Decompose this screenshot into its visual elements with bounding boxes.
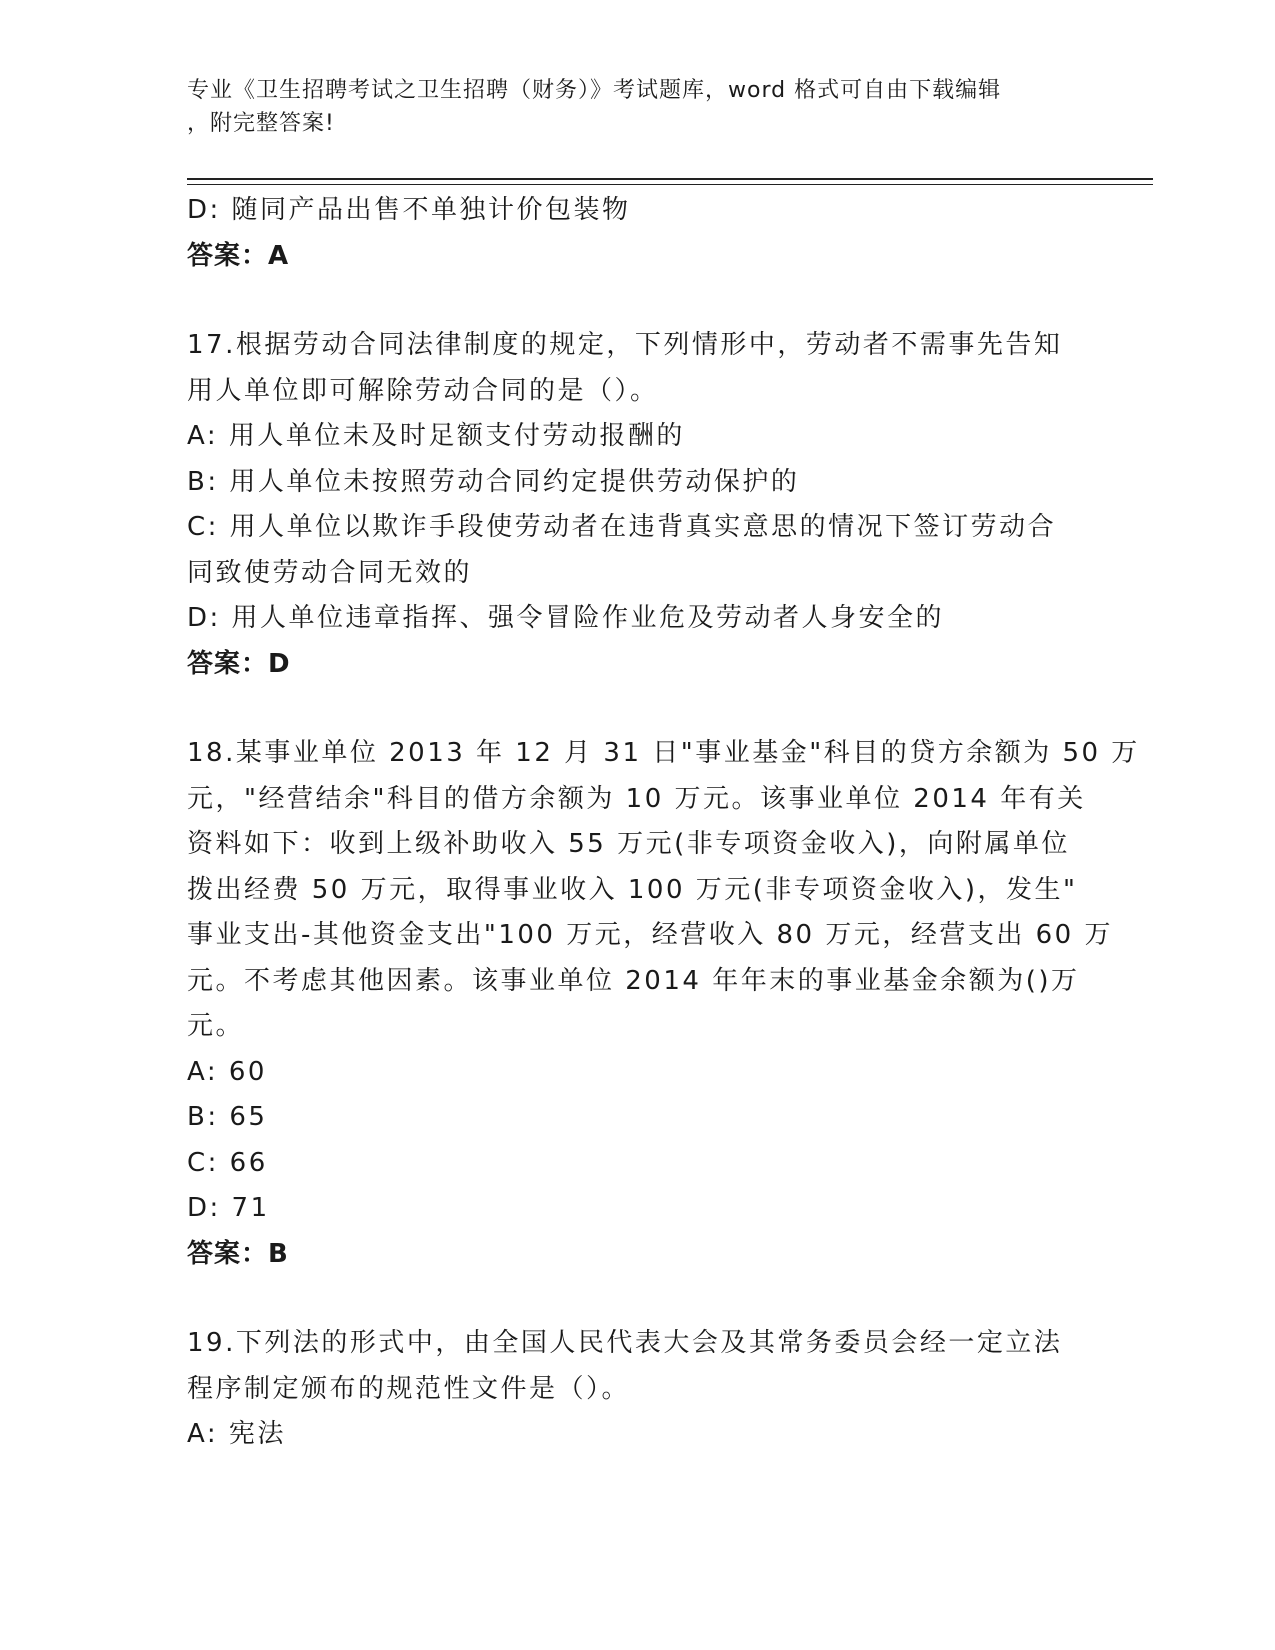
question-stem-line: 18.某事业单位 2013 年 12 月 31 日"事业基金"科目的贷方余额为 50 万 xyxy=(187,738,1140,768)
header-divider-thin xyxy=(187,184,1153,185)
question-stem-line: 事业支出-其他资金支出"100 万元，经营收入 80 万元，经营支出 60 万 xyxy=(187,920,1113,950)
answer-label: 答案：D xyxy=(187,648,291,679)
question-content xyxy=(187,188,1140,1458)
question-stem-line: 用人单位即可解除劳动合同的是（）。 xyxy=(187,375,659,406)
question-17 xyxy=(187,323,1067,687)
header-divider-thick xyxy=(187,178,1153,180)
question-stem-line: 元。 xyxy=(187,1011,245,1041)
question-stem-line: 拨出经费 50 万元，取得事业收入 100 万元(非专项资金收入)，发生" xyxy=(187,874,1078,905)
spacer xyxy=(187,279,1067,323)
option-b: B: 用人单位未按照劳动合同约定提供劳动保护的 xyxy=(187,466,800,497)
option-d: D: 用人单位违章指挥、强令冒险作业危及劳动者人身安全的 xyxy=(187,603,945,633)
question-16-tail xyxy=(187,188,1067,279)
header-line-1: 专业《卫生招聘考试之卫生招聘（财务）》考试题库，word 格式可自由下载编辑 xyxy=(187,78,1002,103)
option-a: A: 60 xyxy=(187,1056,267,1087)
option-b: B: 65 xyxy=(187,1102,268,1132)
option-c-line: C: 用人单位以欺诈手段使劳动者在违背真实意思的情况下签订劳动合 xyxy=(187,512,1057,542)
option-a: A: 用人单位未及时足额支付劳动报酬的 xyxy=(187,421,685,451)
question-stem-line: 元。不考虑其他因素。该事业单位 2014 年年末的事业基金余额为()万 xyxy=(187,965,1080,996)
answer-label: 答案：B xyxy=(187,1238,289,1269)
header-line-2: ，附完整答案! xyxy=(187,111,335,136)
question-stem-line: 19.下列法的形式中，由全国人民代表大会及其常务委员会经一定立法 xyxy=(187,1328,1063,1358)
spacer xyxy=(187,1277,1067,1321)
question-19 xyxy=(187,1321,1067,1458)
spacer xyxy=(187,687,1067,731)
option-a: A: 宪法 xyxy=(187,1419,286,1449)
option-d: D: 随同产品出售不单独计价包装物 xyxy=(187,195,631,225)
question-stem-line: 资料如下：收到上级补助收入 55 万元(非专项资金收入)，向附属单位 xyxy=(187,829,1070,859)
document-header xyxy=(187,74,1067,140)
question-18 xyxy=(187,731,1140,1277)
question-stem-line: 元，"经营结余"科目的借方余额为 10 万元。该事业单位 2014 年有关 xyxy=(187,783,1086,814)
answer-label: 答案：A xyxy=(187,240,290,271)
question-stem-line: 程序制定颁布的规范性文件是（）。 xyxy=(187,1373,631,1404)
option-c: C: 66 xyxy=(187,1147,268,1178)
question-stem-line: 17.根据劳动合同法律制度的规定，下列情形中，劳动者不需事先告知 xyxy=(187,330,1063,360)
option-c-line: 同致使劳动合同无效的 xyxy=(187,557,473,588)
option-d: D: 71 xyxy=(187,1193,270,1223)
